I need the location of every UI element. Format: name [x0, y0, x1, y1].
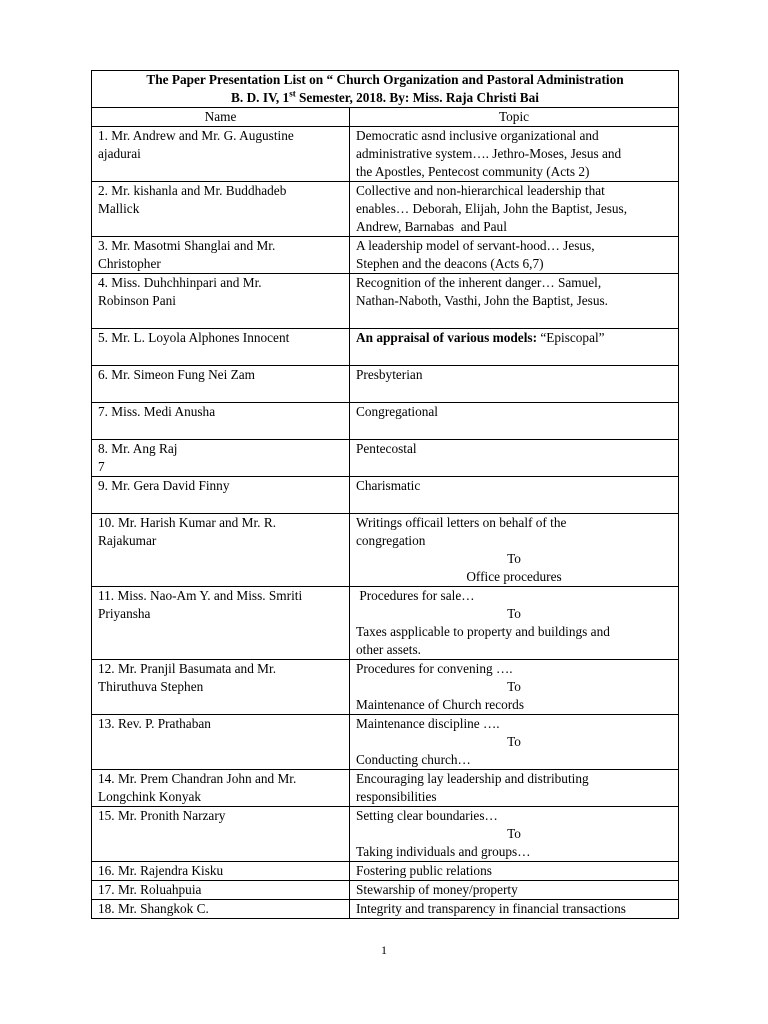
topic-cell [350, 127, 679, 182]
topic-line: enables… Deborah, Elijah, John the Baptist, Jesus, [356, 201, 628, 216]
presenter-name-cell [92, 182, 350, 237]
topic-cell [350, 274, 679, 329]
table-row [92, 127, 679, 182]
table-row [92, 807, 679, 862]
presenter-name-line: 17. Mr. Roluahpuia [98, 882, 202, 897]
table-row [92, 900, 679, 919]
topic-line: Recognition of the inherent danger… Samuel, [356, 275, 602, 290]
presenter-name-line: 4. Miss. Duhchhinpari and Mr. [98, 275, 262, 290]
topic-range-to: To [507, 826, 521, 841]
topic-line: Presbyterian [356, 367, 423, 382]
presenter-name-line: 13. Rev. P. Prathaban [98, 716, 211, 731]
topic-cell [350, 900, 679, 919]
topic-line: Procedures for convening …. [356, 661, 513, 676]
presenter-name-line: 3. Mr. Masotmi Shanglai and Mr. [98, 238, 276, 253]
topic-line: Taking individuals and groups… [356, 844, 531, 859]
topic-line: Maintenance of Church records [356, 697, 524, 712]
table-row [92, 514, 679, 587]
document-title [92, 71, 679, 108]
topic-line: Democratic asnd inclusive organizational and [356, 128, 599, 143]
presenter-name-line: Priyansha [98, 606, 151, 621]
topic-line: Writings officail letters on behalf of the [356, 515, 567, 530]
topic-range-to: To [507, 734, 521, 749]
table-row [92, 274, 679, 329]
topic-line: Taxes aspplicable to property and buildings and [356, 624, 610, 639]
topic-line: Nathan-Naboth, Vasthi, John the Baptist, Jesus. [356, 293, 609, 308]
topic-line: Office procedures [466, 569, 562, 584]
topic-line: Conducting church… [356, 752, 471, 767]
presenter-name-line: 18. Mr. Shangkok C. [98, 901, 209, 916]
topic-line: Charismatic [356, 478, 421, 493]
table-row [92, 660, 679, 715]
topic-cell [350, 862, 679, 881]
table-row [92, 329, 679, 366]
topic-line: congregation [356, 533, 426, 548]
topic-cell [350, 237, 679, 274]
topic-line: responsibilities [356, 789, 437, 804]
presenter-name-cell [92, 807, 350, 862]
topic-line: A leadership model of servant-hood… Jesus, [356, 238, 595, 253]
presenter-name-line: Longchink Konyak [98, 789, 202, 804]
presenter-name-line: 6. Mr. Simeon Fung Nei Zam [98, 367, 255, 382]
header-row [92, 108, 679, 127]
topic-cell [350, 403, 679, 440]
presenter-name-cell [92, 900, 350, 919]
table-row [92, 182, 679, 237]
presenter-name-cell [92, 403, 350, 440]
presenter-name-cell [92, 770, 350, 807]
page-number: 1 [381, 943, 387, 957]
presenter-name-line: 11. Miss. Nao-Am Y. and Miss. Smriti [98, 588, 303, 603]
presenter-name-line: Robinson Pani [98, 293, 176, 308]
title-line-2: B. D. IV, 1st Semester, 2018. By: Miss. Raja Christi Bai [231, 88, 539, 105]
presenter-name-cell [92, 881, 350, 900]
presenter-name-cell [92, 587, 350, 660]
presenter-name-cell [92, 329, 350, 366]
title-row [92, 71, 679, 108]
topic-cell [350, 329, 679, 366]
topic-line: Stephen and the deacons (Acts 6,7) [356, 256, 544, 271]
topic-range-to: To [507, 606, 521, 621]
topic-line: Procedures for sale… [356, 588, 475, 603]
topic-line: Maintenance discipline …. [356, 716, 500, 731]
table-row [92, 440, 679, 477]
topic-line: Congregational [356, 404, 438, 419]
topic-cell [350, 366, 679, 403]
topic-heading: An appraisal of various models: [356, 330, 538, 345]
table-row [92, 403, 679, 440]
presenter-name-cell [92, 440, 350, 477]
topic-cell [350, 182, 679, 237]
presenter-name-line: 7 [98, 459, 105, 474]
presenter-name-line: Christopher [98, 256, 161, 271]
topic-line: Stewarship of money/property [356, 882, 518, 897]
topic-line: Andrew, Barnabas and Paul [356, 219, 507, 234]
presenter-name-line: 9. Mr. Gera David Finny [98, 478, 230, 493]
presenter-name-line: 5. Mr. L. Loyola Alphones Innocent [98, 330, 290, 345]
presenter-name-cell [92, 660, 350, 715]
table-row [92, 366, 679, 403]
table-row [92, 587, 679, 660]
presenter-name-line: Thiruthuva Stephen [98, 679, 204, 694]
table-row [92, 715, 679, 770]
presenter-name-line: ajadurai [98, 146, 141, 161]
presenter-name-cell [92, 237, 350, 274]
presentation-table [91, 70, 679, 919]
presenter-name-line: 2. Mr. kishanla and Mr. Buddhadeb [98, 183, 287, 198]
column-header-topic: Topic [350, 108, 679, 127]
topic-line: Fostering public relations [356, 863, 492, 878]
topic-line [356, 329, 672, 347]
presenter-name-line: 8. Mr. Ang Raj [98, 441, 178, 456]
presenter-name-cell [92, 127, 350, 182]
presenter-name-line: 10. Mr. Harish Kumar and Mr. R. [98, 515, 277, 530]
topic-cell [350, 440, 679, 477]
topic-line: other assets. [356, 642, 421, 657]
topic-cell [350, 807, 679, 862]
presenter-name-line: Mallick [98, 201, 140, 216]
presenter-name-line: 12. Mr. Pranjil Basumata and Mr. [98, 661, 277, 676]
topic-cell [350, 881, 679, 900]
topic-range-to: To [507, 679, 521, 694]
topic-cell [350, 660, 679, 715]
presenter-name-cell [92, 715, 350, 770]
table-row [92, 477, 679, 514]
presenter-name-line: Rajakumar [98, 533, 157, 548]
topic-line: the Apostles, Pentecost community (Acts 2) [356, 164, 590, 179]
topic-cell [350, 587, 679, 660]
topic-cell [350, 477, 679, 514]
table-row [92, 237, 679, 274]
presenter-name-line: 15. Mr. Pronith Narzary [98, 808, 226, 823]
column-header-name: Name [92, 108, 350, 127]
table-row [92, 770, 679, 807]
topic-cell [350, 715, 679, 770]
presenter-name-cell [92, 366, 350, 403]
title-line-1: The Paper Presentation List on “ Church Organization and Pastoral Administration [146, 72, 624, 87]
presenter-name-cell [92, 862, 350, 881]
topic-range-to: To [507, 551, 521, 566]
presenter-name-cell [92, 477, 350, 514]
topic-line: Encouraging lay leadership and distributing [356, 771, 589, 786]
topic-line: Pentecostal [356, 441, 417, 456]
topic-model: “Episcopal” [537, 330, 605, 345]
presenter-name-line: 1. Mr. Andrew and Mr. G. Augustine [98, 128, 294, 143]
presenter-name-line: 16. Mr. Rajendra Kisku [98, 863, 224, 878]
table-body [92, 127, 679, 919]
presenter-name-line: 14. Mr. Prem Chandran John and Mr. [98, 771, 297, 786]
table-row [92, 881, 679, 900]
presenter-name-cell [92, 514, 350, 587]
presenter-name-line: 7. Miss. Medi Anusha [98, 404, 216, 419]
presenter-name-cell [92, 274, 350, 329]
topic-line: administrative system…. Jethro-Moses, Jesus and [356, 146, 622, 161]
topic-cell [350, 770, 679, 807]
topic-cell [350, 514, 679, 587]
topic-line: Collective and non-hierarchical leadership that [356, 183, 605, 198]
table-row [92, 862, 679, 881]
topic-line: Integrity and transparency in financial transactions [356, 901, 626, 916]
topic-line: Setting clear boundaries… [356, 808, 498, 823]
